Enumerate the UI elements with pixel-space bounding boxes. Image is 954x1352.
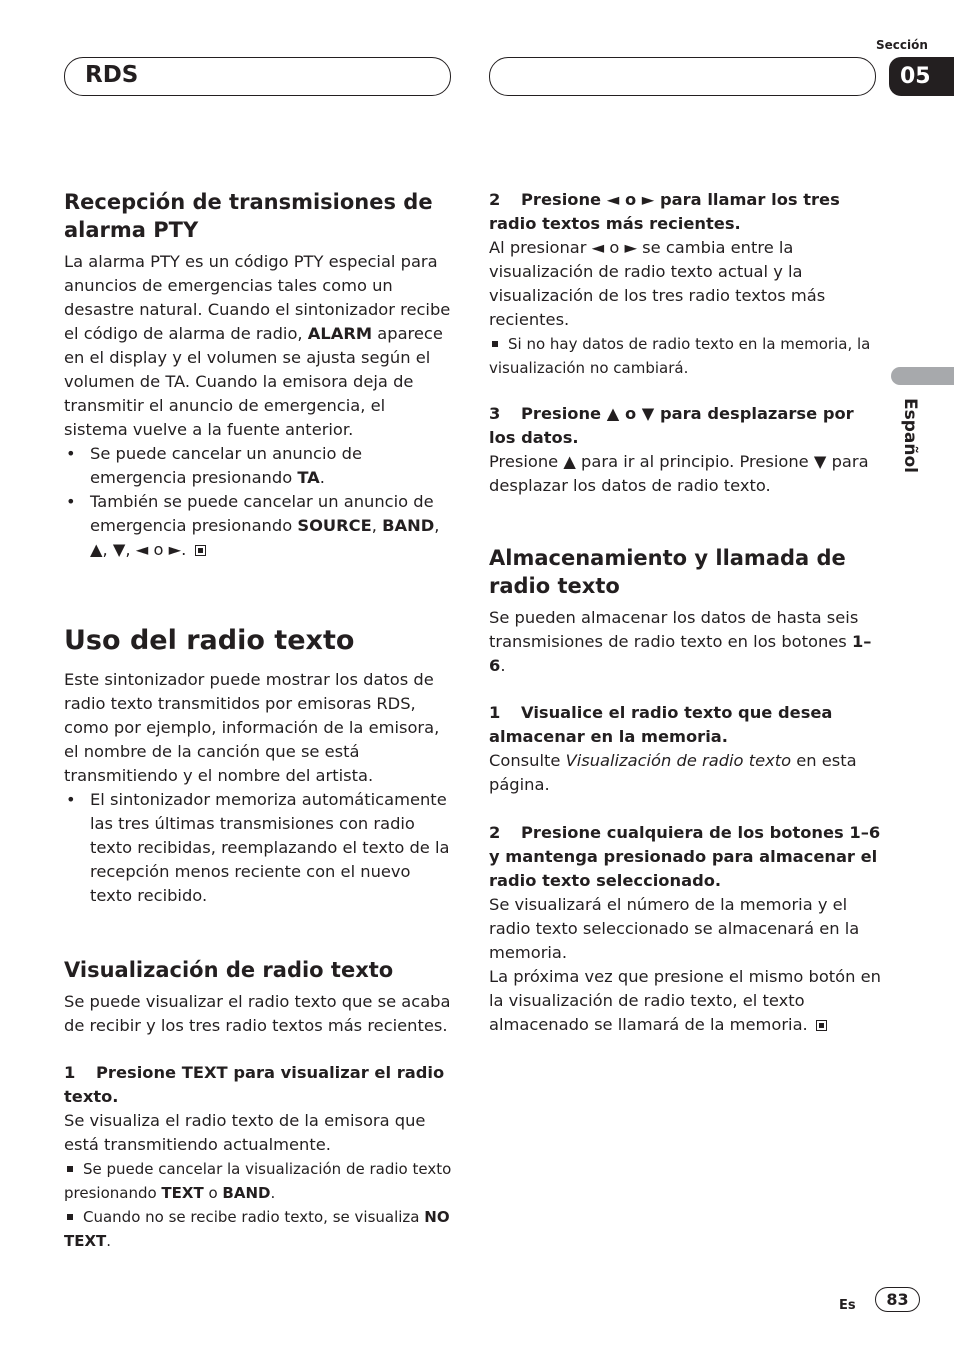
left-column xyxy=(64,188,454,1253)
store-step-2: 2 Presione cualquiera de los botones 1–6 y mantenga presionado para almacenar el radio texto seleccionado. xyxy=(489,823,881,890)
store-step-2-body-2: La próxima vez que presione el mismo botón en la visualización de radio texto, el texto almacenado se llamará de la memoria. xyxy=(489,967,881,1034)
radio-text-body: Este sintonizador puede mostrar los datos de radio texto transmitidos por emisoras RDS, como por ejemplo, información de la emisora, el nombre de la canción que se está transmitiendo y el nombre del artista. xyxy=(64,670,440,785)
store-step-1-body: Consulte Visualización de radio texto en esta página. xyxy=(489,751,857,794)
chapter-title: RDS xyxy=(85,62,139,88)
display-step-2-note: Si no hay datos de radio texto en la memoria, la visualización no cambiará. xyxy=(489,335,871,377)
store-step-1: 1 Visualice el radio texto que desea almacenar en la memoria. xyxy=(489,703,833,746)
store-recall-body: Se pueden almacenar los datos de hasta seis transmisiones de radio texto en los botones 1–6. xyxy=(489,608,872,675)
radio-text-heading: Uso del radio texto xyxy=(64,625,355,656)
pty-heading: Recepción de transmisiones de alarma PTY xyxy=(64,190,433,242)
display-step-1: 1 Presione TEXT para visualizar el radio texto. xyxy=(64,1063,445,1106)
section-label: Sección xyxy=(876,38,928,52)
display-step-3-body: Presione ▲ para ir al principio. Presione ▼ para desplazar los datos de radio texto. xyxy=(489,452,869,495)
display-note-2: Cuando no se recibe radio texto, se visualiza NO TEXT. xyxy=(64,1208,450,1250)
pty-body: La alarma PTY es un código PTY especial para anuncios de emergencias tales como un desastre natural. Cuando el sintonizador recibe el código de alarma de radio, ALARM aparece en el display y el volumen se ajusta según el volumen de TA. Cuando la emisora deja de transmitir el anuncio de emergencia, el sistema vuelve a la fuente anterior. xyxy=(64,252,451,439)
note-square-icon xyxy=(67,1214,73,1220)
display-step-2: 2 Presione ◄ o ► para llamar los tres radio textos más recientes. xyxy=(489,190,840,233)
store-recall-heading: Almacenamiento y llamada de radio texto xyxy=(489,546,846,598)
header-pill-left xyxy=(64,57,451,96)
radio-text-bullet: • El sintonizador memoriza automáticamente las tres últimas transmisiones con radio texto recibidas, reemplazando el texto de la recepción menos reciente con el nuevo texto recibido. xyxy=(64,788,454,908)
language-label: Español xyxy=(900,398,920,473)
display-step-2-body: Al presionar ◄ o ► se cambia entre la visualización de radio texto actual y la visualización de los tres radio textos más recientes. xyxy=(489,238,826,329)
header-pill-right xyxy=(489,57,876,96)
display-radio-text-body: Se puede visualizar el radio texto que se acaba de recibir y los tres radio textos más recientes. xyxy=(64,992,451,1035)
end-of-section-icon xyxy=(816,1020,827,1031)
footer-language-code: Es xyxy=(839,1298,856,1313)
note-square-icon xyxy=(492,341,498,347)
display-note-1: Se puede cancelar la visualización de radio texto presionando TEXT o BAND. xyxy=(64,1160,452,1202)
pty-bullet-2: • También se puede cancelar un anuncio de emergencia presionando SOURCE, BAND, ▲, ▼, ◄ o ►. xyxy=(64,490,454,562)
right-column xyxy=(489,188,881,1037)
page-number: 83 xyxy=(875,1287,920,1312)
end-of-section-icon xyxy=(195,545,206,556)
display-step-3: 3 Presione ▲ o ▼ para desplazarse por los datos. xyxy=(489,404,854,447)
section-number: 05 xyxy=(889,57,954,96)
language-tab xyxy=(891,367,954,385)
pty-bullet-1: • Se puede cancelar un anuncio de emergencia presionando TA. xyxy=(64,442,454,490)
store-step-2-body-1: Se visualizará el número de la memoria y el radio texto seleccionado se almacenará en la memoria. xyxy=(489,895,860,962)
display-radio-text-heading: Visualización de radio texto xyxy=(64,958,394,982)
display-step-1-body: Se visualiza el radio texto de la emisora que está transmitiendo actualmente. xyxy=(64,1111,426,1154)
note-square-icon xyxy=(67,1166,73,1172)
